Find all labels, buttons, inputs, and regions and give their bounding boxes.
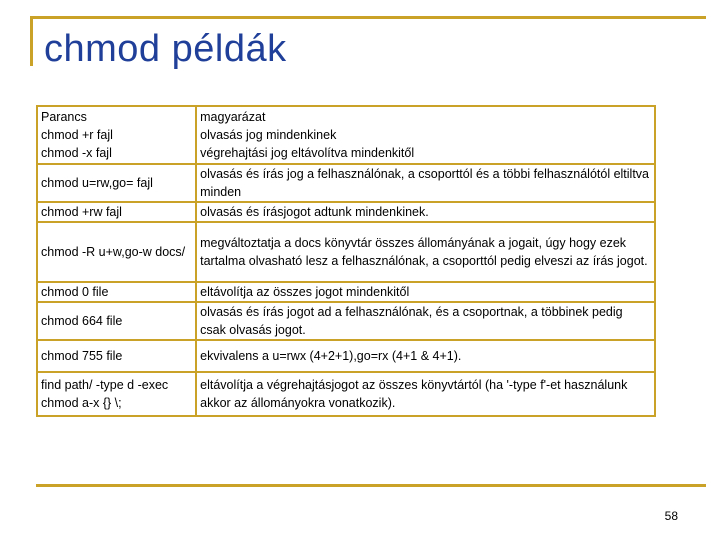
table-header-description: magyarázat [200,110,266,124]
table-row [37,222,655,282]
description-text: olvasás és írásjogot adtunk mindenkinek. [200,205,429,219]
table-row [37,340,655,372]
description-cell [196,222,655,282]
table-row [37,164,655,202]
command-text: chmod +r fajl [41,128,113,142]
command-cell [37,106,196,164]
table-row [37,106,655,164]
table-row [37,302,655,340]
command-text: chmod 664 file [41,314,123,328]
description-text: végrehajtási jog eltávolítva mindenkitől [200,146,415,160]
title-frame-left [30,16,33,66]
command-text: chmod -R u+w,go-w docs/ [41,245,186,259]
command-cell [37,340,196,372]
description-cell [196,302,655,340]
chmod-examples-table [36,105,656,417]
table-header-command: Parancs [41,110,87,124]
command-cell [37,372,196,416]
command-cell [37,222,196,282]
command-cell [37,202,196,222]
page-number: 58 [664,509,678,523]
table-row [37,372,655,416]
description-cell [196,202,655,222]
description-cell [196,340,655,372]
table-row [37,202,655,222]
description-text: eltávolítja az összes jogot mindenkitől [200,285,410,299]
title-frame-top [30,16,706,19]
command-text: chmod u=rw,go= fajl [41,176,153,190]
description-text: olvasás és írás jogot ad a felhasználónak, és a csoportnak, a többinek pedig csak olvasás jogot. [200,305,623,337]
footer-divider [36,484,706,487]
description-cell [196,372,655,416]
command-cell [37,302,196,340]
description-text: olvasás és írás jog a felhasználónak, a csoporttól és a többi felhasználótól eltiltva minden [200,167,649,199]
command-text: chmod 755 file [41,349,123,363]
command-text: chmod +rw fajl [41,205,122,219]
description-text: eltávolítja a végrehajtásjogot az összes könyvtártól (ha '-type f'-et használunk akkor az állományokra vonatkozik). [200,378,628,410]
command-text: chmod 0 file [41,285,109,299]
command-text: chmod -x fajl [41,146,112,160]
description-text: megváltoztatja a docs könyvtár összes állományának a jogait, úgy hogy ezek tartalma olvasható lesz a felhasználónak, a csoporttól pedig elveszi az írás jogot. [200,236,648,268]
command-cell [37,282,196,302]
description-cell [196,164,655,202]
command-text: find path/ -type d -exec chmod a-x {} \; [41,378,169,410]
description-text: ekvivalens a u=rwx (4+2+1),go=rx (4+1 & 4+1). [200,349,462,363]
command-cell [37,164,196,202]
description-cell [196,106,655,164]
table-row [37,282,655,302]
description-cell [196,282,655,302]
page-title: chmod példák [44,28,287,70]
description-text: olvasás jog mindenkinek [200,128,337,142]
